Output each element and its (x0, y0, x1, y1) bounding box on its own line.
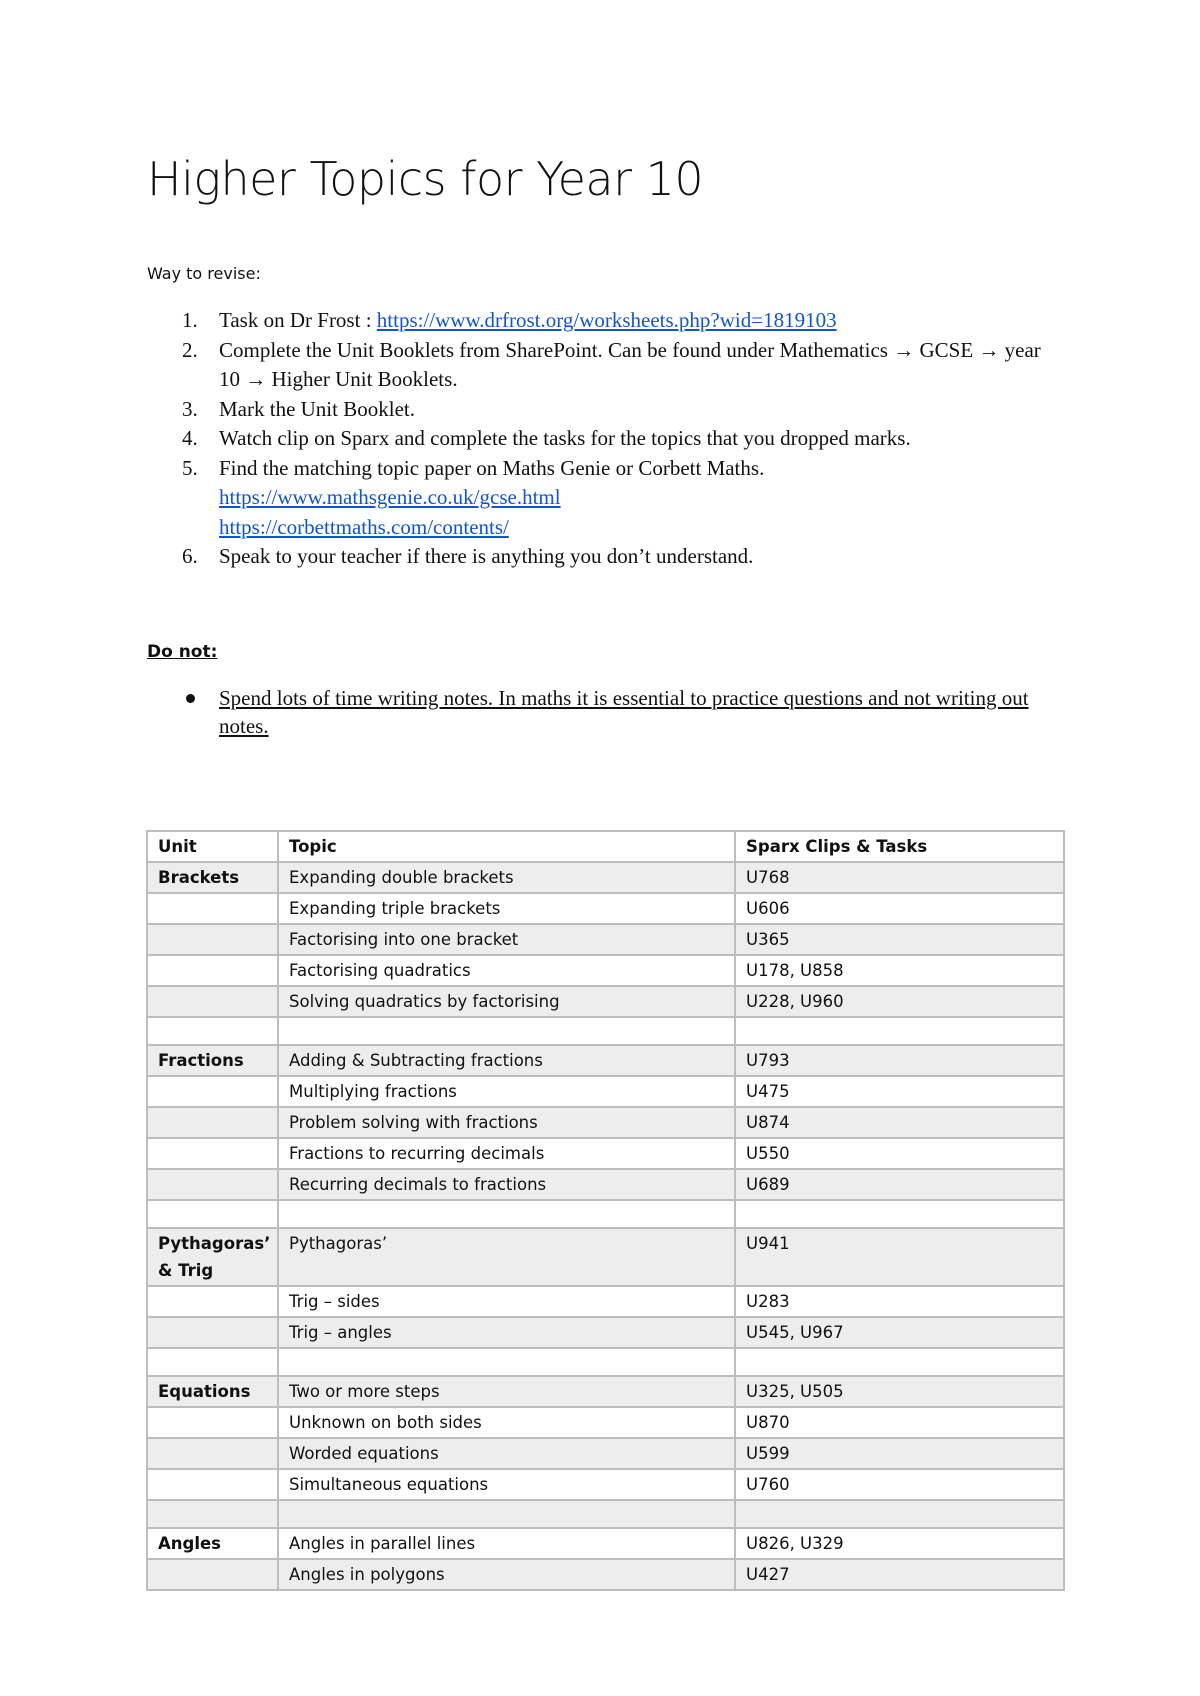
unit-cell (147, 1107, 278, 1138)
sparx-code-cell: U178, U858 (735, 955, 1064, 986)
topic-cell: Adding & Subtracting fractions (278, 1045, 735, 1076)
table-row (147, 1286, 1064, 1317)
unit-cell (147, 986, 278, 1017)
table-row (147, 1200, 1064, 1228)
unit-cell (147, 1500, 278, 1528)
step-text: Task on Dr Frost : (219, 308, 377, 332)
sparx-code-cell: U550 (735, 1138, 1064, 1169)
unit-cell (147, 1200, 278, 1228)
bullet-icon (186, 694, 195, 703)
step-text: Mark the Unit Booklet. (219, 396, 415, 421)
list-item (182, 306, 1062, 336)
header-unit: Unit (147, 831, 278, 862)
topic-cell: Problem solving with fractions (278, 1107, 735, 1138)
step-number: 6. (182, 544, 198, 568)
unit-cell (147, 924, 278, 955)
unit-cell (147, 1348, 278, 1376)
sparx-code-cell: U768 (735, 862, 1064, 893)
topic-cell (278, 1017, 735, 1045)
step-text: Complete the Unit Booklets from SharePoint. Can be found under Mathematics → GCSE → year 10 → Higher Unit Booklets. (219, 337, 1041, 391)
table-row (147, 1500, 1064, 1528)
unit-cell (147, 1076, 278, 1107)
sparx-code-cell: U545, U967 (735, 1317, 1064, 1348)
sparx-code-cell: U941 (735, 1228, 1064, 1286)
table-row (147, 1169, 1064, 1200)
sparx-code-cell: U689 (735, 1169, 1064, 1200)
topic-cell: Simultaneous equations (278, 1469, 735, 1500)
table-row (147, 924, 1064, 955)
list-item (182, 336, 1062, 395)
table-row (147, 1438, 1064, 1469)
unit-cell (147, 1286, 278, 1317)
table-row (147, 1528, 1064, 1559)
table-row (147, 986, 1064, 1017)
step-text: Find the matching topic paper on Maths Genie or Corbett Maths. (219, 455, 765, 480)
table-row (147, 1376, 1064, 1407)
do-not-heading: Do not: (147, 642, 218, 662)
step-text: Watch clip on Sparx and complete the tasks for the topics that you dropped marks. (219, 426, 911, 450)
unit-cell: Fractions (147, 1045, 278, 1076)
unit-cell (147, 1469, 278, 1500)
step-number: 5. (182, 455, 198, 480)
unit-cell: Brackets (147, 862, 278, 893)
step-text: Speak to your teacher if there is anything you don’t understand. (219, 544, 754, 568)
step-number: 3. (182, 396, 198, 421)
unit-cell (147, 1317, 278, 1348)
unit-cell: Equations (147, 1376, 278, 1407)
list-item (182, 424, 1062, 454)
unit-cell: Angles (147, 1528, 278, 1559)
unit-cell (147, 1017, 278, 1045)
topic-cell: Trig – sides (278, 1286, 735, 1317)
unit-cell (147, 1138, 278, 1169)
unit-cell (147, 1438, 278, 1469)
sparx-code-cell (735, 1200, 1064, 1228)
step-number: 2. (182, 337, 198, 362)
sparx-code-cell: U283 (735, 1286, 1064, 1317)
topic-cell: Multiplying fractions (278, 1076, 735, 1107)
page-title: Higher Topics for Year 10 (147, 152, 704, 206)
topics-table (146, 830, 1065, 1591)
sparx-code-cell: U228, U960 (735, 986, 1064, 1017)
sparx-code-cell: U874 (735, 1107, 1064, 1138)
topic-cell: Solving quadratics by factorising (278, 986, 735, 1017)
topic-cell (278, 1500, 735, 1528)
table-row (147, 1045, 1064, 1076)
sparx-code-cell: U599 (735, 1438, 1064, 1469)
unit-cell (147, 1169, 278, 1200)
topic-cell (278, 1348, 735, 1376)
sparx-code-cell: U365 (735, 924, 1064, 955)
table-body (147, 862, 1064, 1590)
list-item (182, 395, 1062, 425)
list-item (182, 454, 1062, 543)
topic-cell: Two or more steps (278, 1376, 735, 1407)
table-row (147, 1469, 1064, 1500)
topic-cell: Expanding triple brackets (278, 893, 735, 924)
step-number: 4. (182, 426, 198, 450)
table-row (147, 1107, 1064, 1138)
sparx-code-cell: U826, U329 (735, 1528, 1064, 1559)
topic-cell: Unknown on both sides (278, 1407, 735, 1438)
sparx-code-cell (735, 1017, 1064, 1045)
list-item (182, 542, 1062, 572)
sparx-code-cell (735, 1500, 1064, 1528)
header-sparx: Sparx Clips & Tasks (735, 831, 1064, 862)
drfrost-link[interactable]: https://www.drfrost.org/worksheets.php?wid=1819103 (376, 308, 837, 332)
unit-cell (147, 1407, 278, 1438)
table-row (147, 1076, 1064, 1107)
sparx-code-cell (735, 1348, 1064, 1376)
topic-cell: Pythagoras’ (278, 1228, 735, 1286)
table-row (147, 1017, 1064, 1045)
topic-cell (278, 1200, 735, 1228)
unit-cell: Pythagoras’ & Trig (147, 1228, 278, 1286)
topic-cell: Factorising quadratics (278, 955, 735, 986)
topic-cell: Angles in parallel lines (278, 1528, 735, 1559)
unit-cell (147, 893, 278, 924)
table-row (147, 1228, 1064, 1286)
sparx-code-cell: U606 (735, 893, 1064, 924)
topic-cell: Fractions to recurring decimals (278, 1138, 735, 1169)
table-row (147, 893, 1064, 924)
topic-cell: Expanding double brackets (278, 862, 735, 893)
table-row (147, 1348, 1064, 1376)
topic-cell: Angles in polygons (278, 1559, 735, 1590)
table-row (147, 1138, 1064, 1169)
table-row (147, 1317, 1064, 1348)
revise-label: Way to revise: (147, 264, 261, 283)
topic-cell: Factorising into one bracket (278, 924, 735, 955)
do-not-list (182, 684, 1062, 740)
table-header-row (147, 831, 1064, 862)
topic-cell: Trig – angles (278, 1317, 735, 1348)
unit-cell (147, 955, 278, 986)
sparx-code-cell: U793 (735, 1045, 1064, 1076)
table-row (147, 862, 1064, 893)
sparx-code-cell: U760 (735, 1469, 1064, 1500)
sparx-code-cell: U475 (735, 1076, 1064, 1107)
topic-cell: Worded equations (278, 1438, 735, 1469)
corbettmaths-link[interactable]: https://corbettmaths.com/contents/ (219, 514, 509, 539)
mathsgenie-link[interactable]: https://www.mathsgenie.co.uk/gcse.html (219, 485, 561, 509)
sparx-code-cell: U325, U505 (735, 1376, 1064, 1407)
unit-cell (147, 1559, 278, 1590)
table-row (147, 955, 1064, 986)
table-row (147, 1559, 1064, 1590)
sparx-code-cell: U870 (735, 1407, 1064, 1438)
list-item (182, 684, 1062, 740)
revision-steps-list (182, 306, 1062, 572)
table-row (147, 1407, 1064, 1438)
header-topic: Topic (278, 831, 735, 862)
sparx-code-cell: U427 (735, 1559, 1064, 1590)
step-number: 1. (182, 308, 198, 332)
topic-cell: Recurring decimals to fractions (278, 1169, 735, 1200)
do-not-text: Spend lots of time writing notes. In maths it is essential to practice questions and not writing out notes. (219, 686, 1029, 738)
